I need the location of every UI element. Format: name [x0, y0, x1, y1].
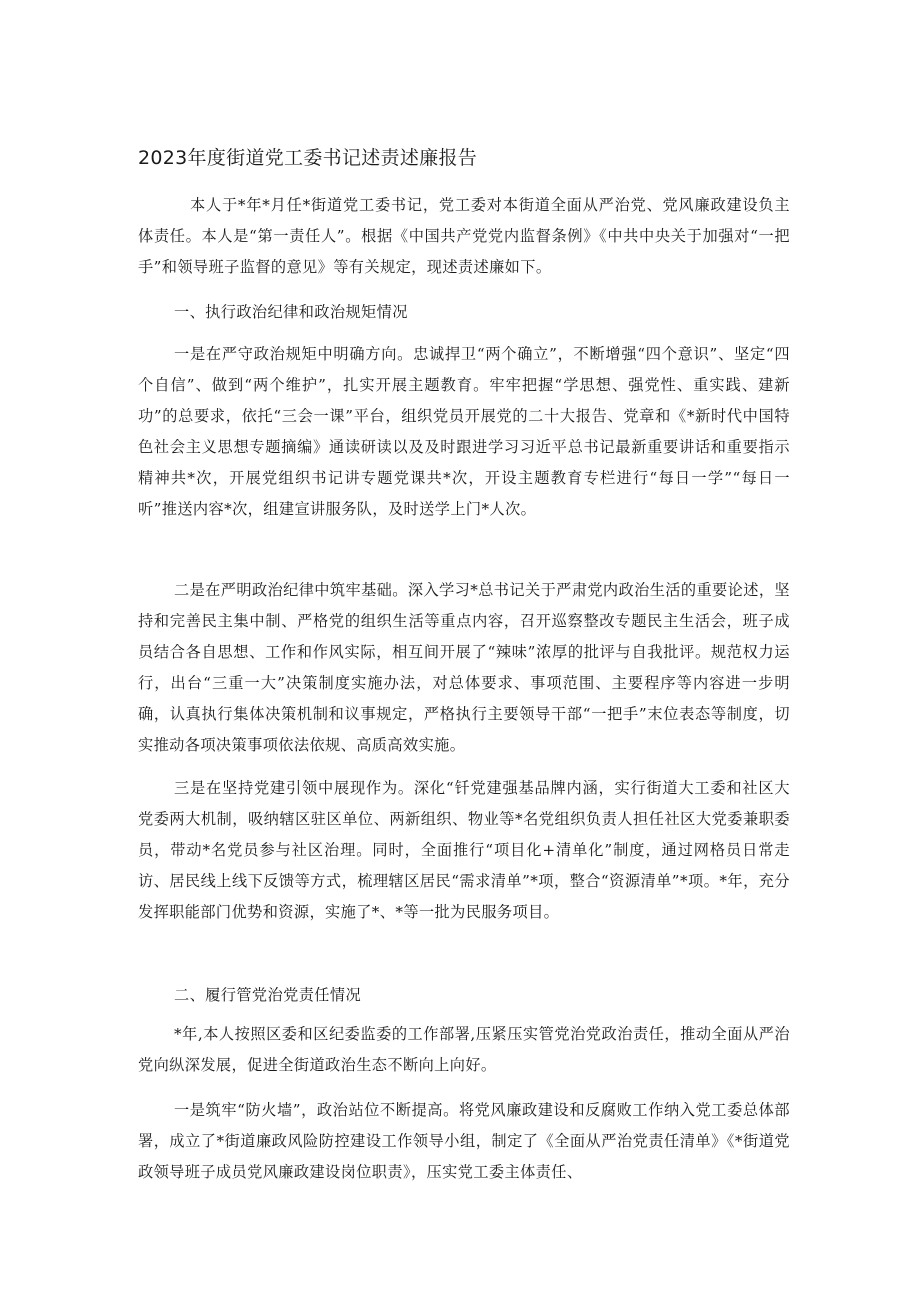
section1-paragraph-2: 二是在严明政治纪律中筑牢基础。深入学习*总书记关于严肃党内政治生活的重要论述，坚持和完善民主集中制、严格党的组织生活等重点内容，召开巡察整改专题民主生活会，班子成员结合各自思想、工作和作风实际，相互间开展了“辣味”浓厚的批评与自我批评。规范权力运行，出台“三重一大”决策制度实施办法，对总体要求、事项范围、主要程序等内容进一步明确，认真执行集体决策机制和议事规定，严格执行主要领导干部“一把手”末位表态等制度，切实推动各项决策事项依法依规、高质高效实施。: [138, 581, 790, 754]
intro-paragraph: 本人于*年*月任*街道党工委书记，党工委对本街道全面从严治党、党风廉政建设负主体责任。本人是“第一责任人”。根据《中国共产党党内监督条例》《中共中央关于加强对“一把手”和领导班子监督的意见》等有关规定，现述责述廉如下。: [138, 196, 790, 276]
document-title: 2023年度街道党工委书记述责述廉报告: [138, 147, 478, 169]
section1-paragraph-1: 一是在严守政治规矩中明确方向。忠诚捍卫“两个确立”，不断增强“四个意识”、坚定“四个自信”、做到“两个维护”，扎实开展主题教育。牢牢把握“学思想、强党性、重实践、建新功”的总要求，依托“三会一课”平台，组织党员开展党的二十大报告、党章和《*新时代中国特色社会主义思想专题摘编》通读研读以及及时跟进学习习近平总书记最新重要讲话和重要指示精神共*次，开展党组织书记讲专题党课共*次，开设主题教育专栏进行“每日一学”“每日一听”推送内容*次，组建宣讲服务队，及时送学上门*人次。: [138, 345, 790, 518]
section1-paragraph-3: 三是在坚持党建引领中展现作为。深化“钎党建强基品牌内涵，实行街道大工委和社区大党委两大机制，吸纳辖区驻区单位、两新组织、物业等*名党组织负责人担任社区大党委兼职委员，带动*名党员参与社区治理。同时，全面推行“项目化+清单化”制度，通过网格员日常走访、居民线上线下反馈等方式，梳理辖区居民“需求清单”*项，整合“资源清单”*项。*年，充分发挥职能部门优势和资源，实施了*、*等一批为民服务项目。: [138, 779, 790, 921]
section2-paragraph-2: 一是筑牢“防火墙”，政治站位不断提高。将党风廉政建设和反腐败工作纳入党工委总体部署，成立了*街道廉政风险防控建设工作领导小组，制定了《全面从严治党责任清单》《*街道党政领导班子成员党风廉政建设岗位职责》，压实党工委主体责任、: [138, 1101, 790, 1181]
section2-paragraph-1: *年,本人按照区委和区纪委监委的工作部署,压紧压实管党治党政治责任，推动全面从严治党向纵深发展，促进全街道政治生态不断向上向好。: [138, 1025, 790, 1074]
section1-heading: 一、执行政治纪律和政治规矩情况: [174, 303, 408, 321]
section2-heading: 二、履行管党治党责任情况: [174, 986, 362, 1004]
